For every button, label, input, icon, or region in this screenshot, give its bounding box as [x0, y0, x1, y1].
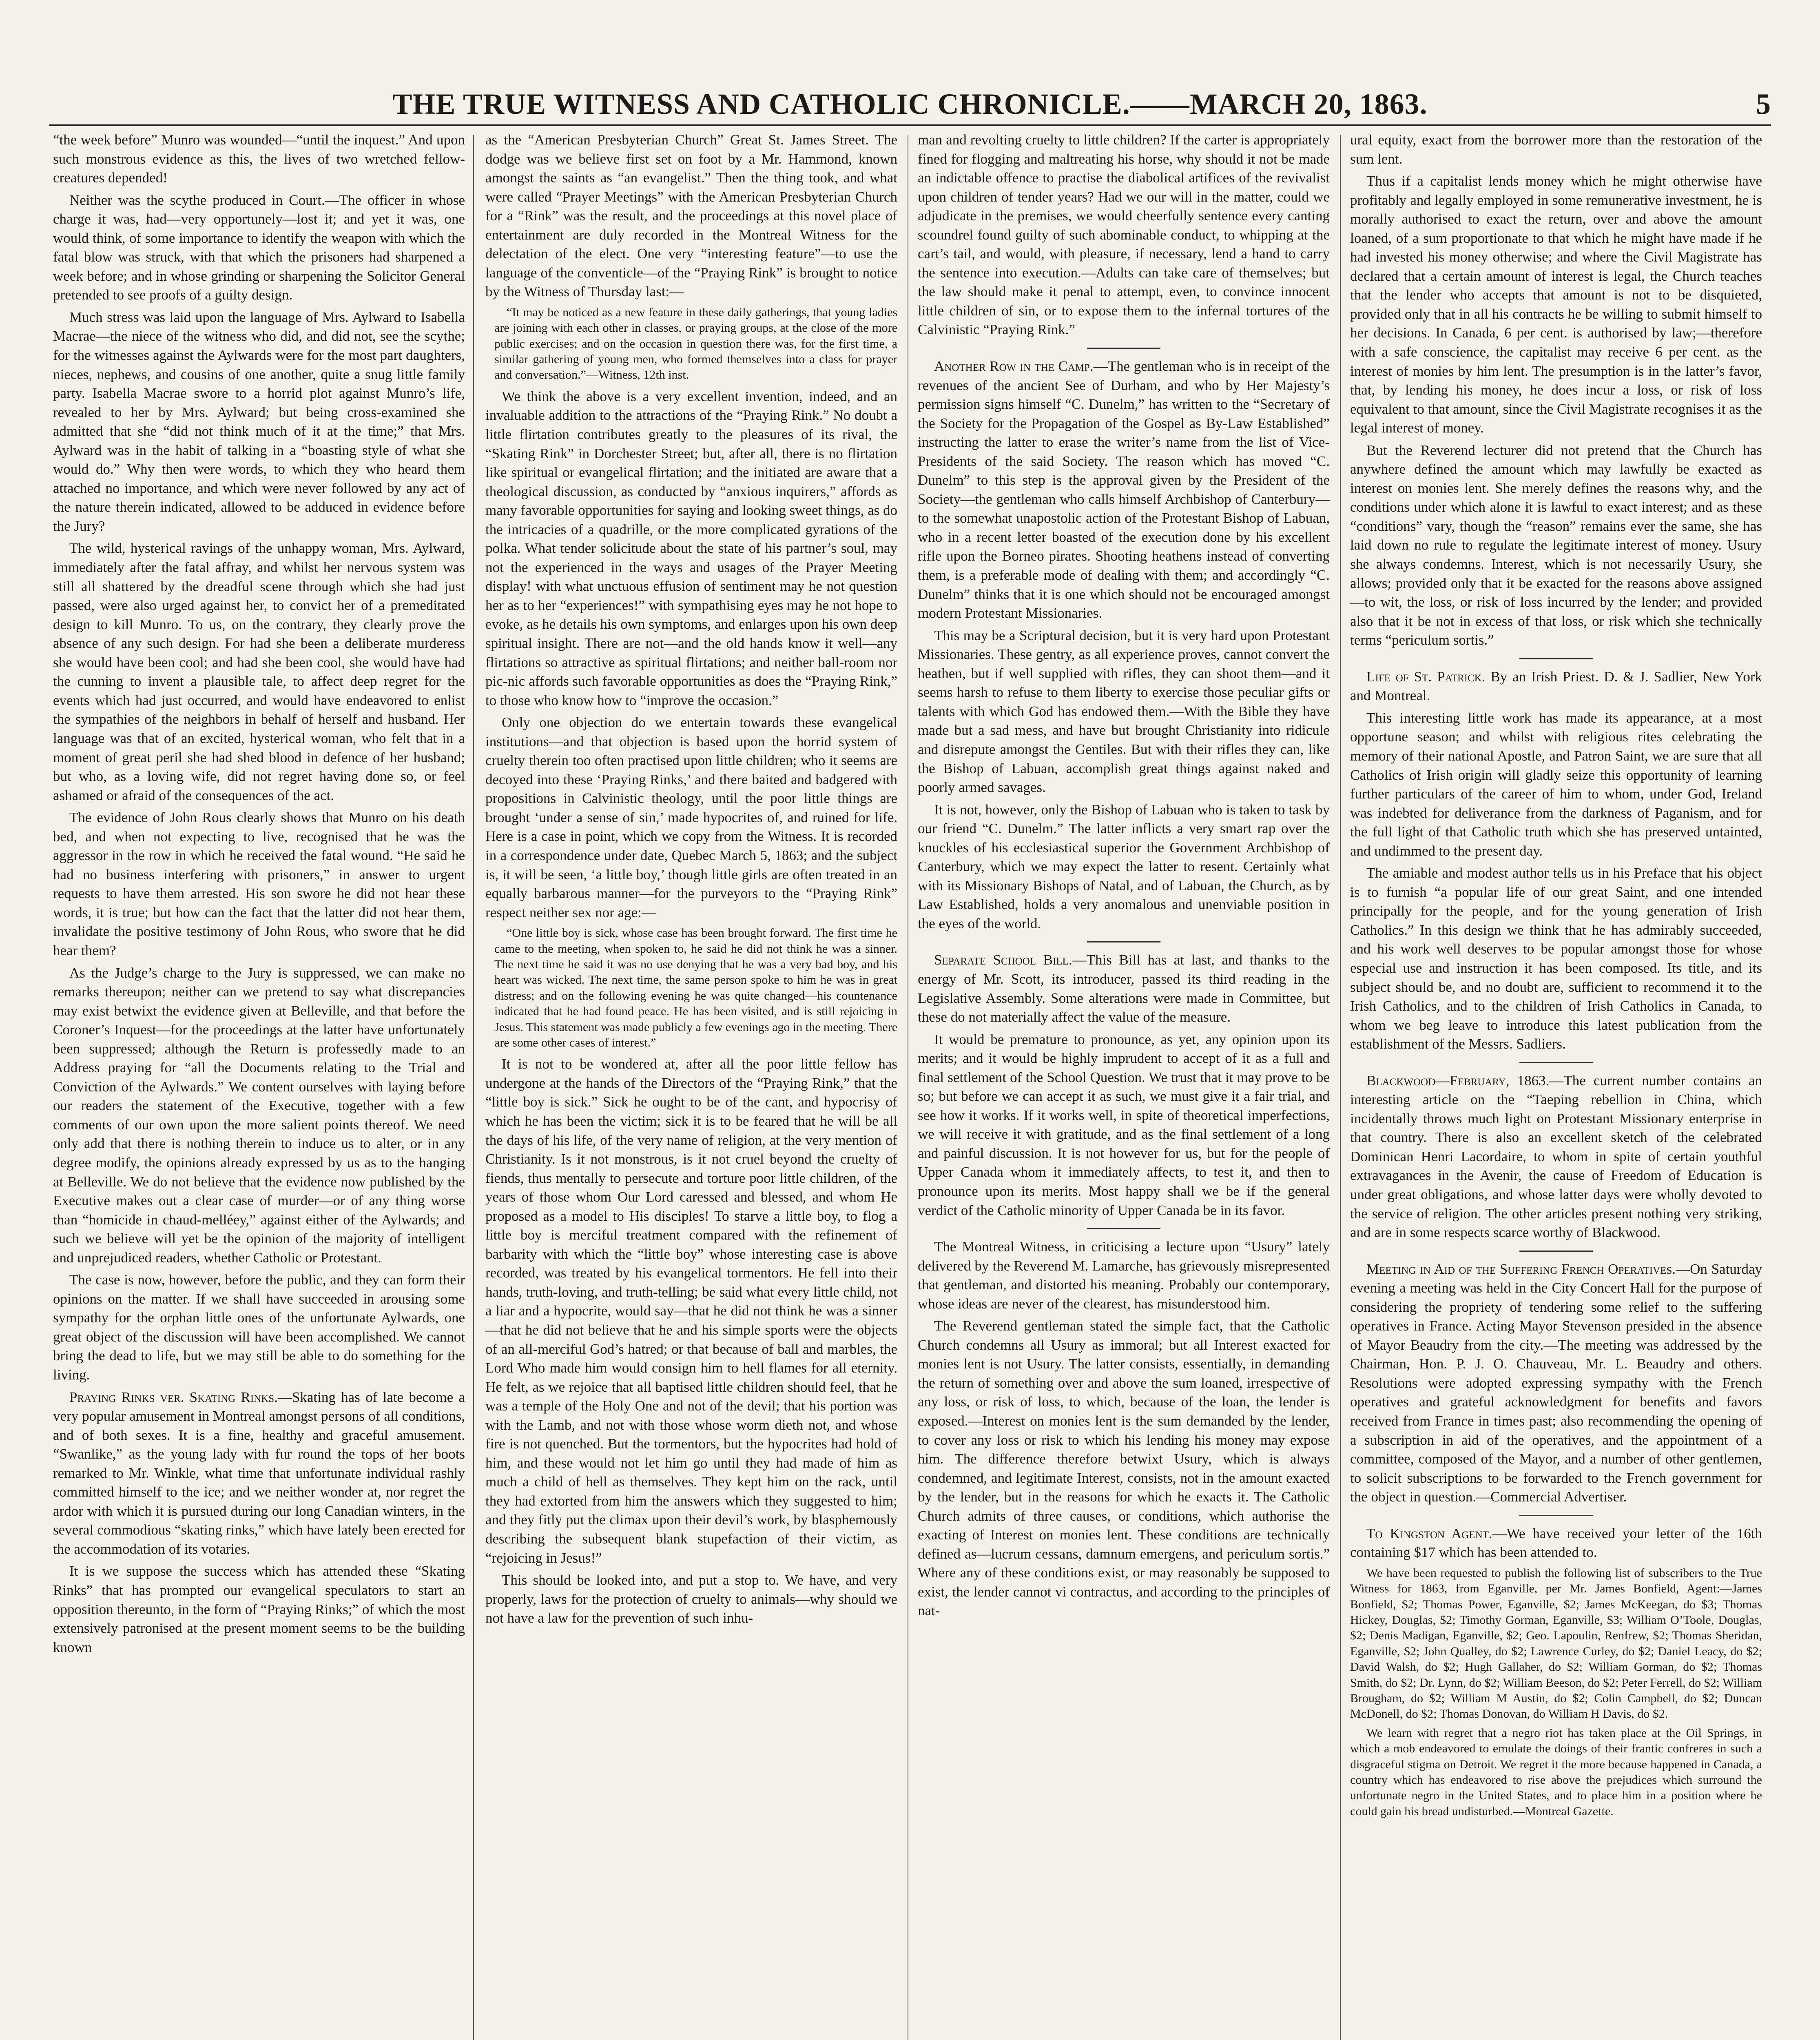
article-text: Neither was the scythe produced in Court.—The officer in whose charge it was, had—very opportunely—lost it; and yet it was, one would think, of some importance to identify the weapon with which the fatal blow was struck, with that which the prisoners had sharpened a week before; and in whose grinding or sharpening the Solicitor General pretended to see proofs of a guilty design.	[53, 192, 465, 303]
article-text: —The gentleman who is in receipt of the revenues of the ancient See of Durham, and who by Her Majesty’s permission signs himself “C. Dunelm,” has written to the “Secretary of the Society for the Propagation of the Gospel as By-Law Established” instructing the latter to erase the writer’s name from the list of Vice-Presidents of the said Society. The reason which has moved “C. Dunelm” to this step is the approval given by the President of the Society—the gentleman who calls himself Archbishop of Canterbury—to the somewhat unapostolic action of the Protestant Bishop of Labuan, who in a recent letter boasted of the execution done by his excellent rifle upon the Borneo pirates. Shooting heathens instead of converting them, is a preferable mode of dealing with them; and accordingly “C. Dunelm” thinks that it is one which should not be encouraged amongst modern Protestant Missionaries.	[918, 358, 1330, 621]
article-text: The Reverend gentleman stated the simple fact, that the Catholic Church condemns all Usury as immoral; but all Interest exacted for monies lent is not Usury. The latter consists, essentially, in demanding the return of something over and above the sum loaned, irrespective of any loss, or risk of loss, to which, because of the loan, the lender is exposed.—Interest on monies lent is the sum demanded by the lender, to cover any loss or risk to which his lending his money may expose him. The difference therefore betwixt Usury, which is always condemned, and legitimate Interest, consists, not in the amount exacted by the lender, but in the reasons for which he exacts it. The Catholic Church admits of three causes, or conditions, which authorise the exacting of Interest on monies lent. These conditions are technically defined as—lucrum cessans, damnum emergens, and periculum sortis.” Where any of these conditions exist, or may reasonably be supposed to exist, the lender cannot vi contractus, and according to the principles of nat-	[918, 1318, 1330, 1619]
article-text: As the Judge’s charge to the Jury is suppressed, we can make no remarks thereupon; neither can we pretend to say what discrepancies may exist betwixt the evidence given at Belleville, and that before the Coroner’s Inquest—for the proceedings at the latter have unfortunately been suppressed; although the Return is professedly made to an Address praying for “all the Documents relating to the Trial and Conviction of the Aylwards.” We content ourselves with laying before our readers the statement of the Executive, together with a few comments of our own upon the more salient points thereof. We need only add that there is nothing therein to induce us to alter, or in any degree modify, the opinions already expressed by us as to the hanging at Belleville. We do not believe that the evidence now published by the Executive makes out a clear case of murder—or of any thing worse than “homicide in chaud-melléey,” against either of the Aylwards; and such we believe will yet be the opinion of the majority of intelligent and unprejudiced readers, whether Catholic or Protestant.	[53, 965, 465, 1266]
masthead-title: THE TRUE WITNESS AND CATHOLIC CHRONICLE.——MARCH 20, 1863.	[392, 87, 1428, 120]
subscriber-list: We have been requested to publish the following list of subscribers to the True Witness for 1863, from Eganville, per Mr. James Bonfield, Agent:—James Bonfield, $2; Thomas Power, Eganville, $2; James McKeegan, do $3; Thomas Hickey, Douglas, $2; Timothy Gorman, Eganville, $3; William O’Toole, Douglas, $2; Denis Madigan, Eganville, $2; Geo. Lapoulin, Renfrew, $2; Thomas Sheridan, Eganville, $2; John Qualley, do $2; Lawrence Curley, do $2; Daniel Leacy, do $2; David Walsh, do $2; Hugh Gallaher, do $2; William Gorman, do $2; Thomas Smith, do $2; Dr. Lynn, do $2; William Beeson, do $2; Peter Ferrell, do $2; William Brougham, do $2; William M Austin, do $2; Colin Campbell, do $2; Duncan McDonell, do $2; Thomas Donovan, do William H Davis, do $2.	[1350, 1566, 1762, 1721]
article-heading: Separate School Bill.	[934, 952, 1072, 968]
article-text: —The current number contains an interesting article on the “Taeping rebellion in China, which incidentally throws much light on Protestant Missionary enterprise in that country. There is also an excellent sketch of the celebrated Dominican Henri Lacordaire, to whom in spite of certain youthful extravagances in the Avenir, the cause of Freedom of Education is under great obligations, and whose latter days were wholly devoted to the service of religion. The other articles present nothing very striking, and are in some respects scarce worthy of Blackwood.	[1350, 1072, 1762, 1241]
article-paragraph	[918, 357, 1330, 623]
article-text: Much stress was laid upon the language of Mrs. Aylward to Isabella Macrae—the niece of the witness who did, and did not, see the scythe; for the witnesses against the Aylwards were for the most part daughters, nieces, nephews, and cousins of one another, quite a snug little family party. Isabella Macrae swore to a horrid plot against Munro’s life, revealed to her by Mrs. Aylward; but being cross-examined she admitted that she “did not think much of it at the time;” that Mrs. Aylward was in the habit of talking in a “boasting style of what she would do.” Why then were words, to which they who heard them attached no importance, and which were never followed by any act of the nature therein indicated, allowed to be adduced in evidence before the Jury?	[53, 309, 465, 534]
column-rule	[1340, 135, 1341, 2040]
article-text: This may be a Scriptural decision, but it is very hard upon Protestant Missionaries. These gentry, as all experience proves, cannot convert the heathen, but if well supplied with rifles, they can shoot them—and it seems harsh to refuse to them liberty to exercise those peculiar gifts or talents with which God has endowed them.—With the Bible they have made but a sad mess, and have but brought Christianity into ridicule and disrepute amongst the Gentiles. But with their rifles they can, like the Bishop of Labuan, accomplish great things against naked and poorly armed savages.	[918, 627, 1330, 796]
article-text: as the “American Presbyterian Church” Great St. James Street. The dodge was we believe first set on foot by a Mr. Hammond, known amongst the saints as “an evangelist.” Then the thing took, and what were called “Prayer Meetings” with the American Presbyterian Church for a “Rink” was the result, and the proceedings at this novel place of entertainment are duly recorded in the Montreal Witness for the delectation of the elect. One very “interesting feature”—to use the language of the conventicle—of the “Praying Rink” is brought to notice by the Witness of Thursday last:—	[485, 132, 897, 300]
masthead-rule	[49, 124, 1771, 126]
article-text: It is we suppose the success which has attended these “Skating Rinks” that has prompted our evangelical speculators to start an opposition thereunto, in the form of “Praying Rinks;” of which the most extensively patronised at the present moment seems to be the building known	[53, 1563, 465, 1655]
masthead	[49, 86, 1771, 122]
article-paragraph	[1350, 667, 1762, 705]
article-paragraph	[918, 951, 1330, 1027]
section-rule	[1087, 941, 1160, 942]
article-text: Only one objection do we entertain towards these evangelical institutions—and that objection is based upon the horrid system of cruelty therein too often practised upon little children; who it seems are decoyed into these ‘Praying Rinks,’ and there baited and badgered with propositions in Calvinistic theology, until the poor little things are brought ‘under a sense of sin,’ made hypocrites of, and ruined for life. Here is a case in point, which we copy from the Witness. It is recorded in a correspondence under date, Quebec March 5, 1863; and the subject is, it will be seen, ‘a little boy,’ though little girls are often treated in an equally barbarous manner—for the purveyors to the “Praying Rink” respect neither sex nor age:—	[485, 714, 897, 920]
article-heading: Meeting in Aid of the Suffering French Operatives.	[1366, 1261, 1676, 1277]
section-rule	[1519, 658, 1593, 659]
article-text: This should be looked into, and put a stop to. We have, and very properly, laws for the protection of cruelty to animals—why should we not have a law for the prevention of such inhu-	[485, 1572, 897, 1626]
article-text: “the week before” Munro was wounded—“until the inquest.” And upon such monstrous evidence as this, the lives of two wretched fellow-creatures depended!	[53, 132, 465, 186]
article-text: Thus if a capitalist lends money which he might otherwise have profitably and legally employed in some remunerative investment, he is morally authorised to exact the return, over and above the amount loaned, of a sum proportionate to that which he might have made if he had invested his money otherwise; and where the Civil Magistrate has declared that a certain amount of interest is legal, the Church teaches that the lender who accepts that amount is not to be disquieted, provided only that in all his contracts he be willing to submit himself to her decisions. In Canada, 6 per cent. is authorised by law;—therefore with a safe conscience, the capitalist may receive 6 per cent. as the interest of monies by him lent. The presumption is in the latter’s favor, that, by lending his money, he does incur a loss, or risk of loss equivalent to that amount, since the Civil Magistrate recognises it as the legal interest of money.	[1350, 173, 1762, 436]
article-text: —We have received your letter of the 16th containing $17 which has been attended to.	[1350, 1525, 1762, 1561]
article-text: —This Bill has at last, and thanks to the energy of Mr. Scott, its introducer, passed its third reading in the Legislative Assembly. Some alterations were made in Committee, but these do not materially affect the value of the measure.	[918, 952, 1330, 1025]
article-text: We learn with regret that a negro riot has taken place at the Oil Springs, in which a mob endeavored to emulate the doings of their frantic confreres in such a disgraceful stigma on Detroit. We regret it the more because happened in Canada, a country which has endeavored to rise above the prejudices which surround the unfortunate negro in the United States, and to place him in a position where he could gain his bread undisturbed.—Montreal Gazette.	[1350, 1726, 1762, 1818]
page-number: 5	[1756, 87, 1771, 120]
article-heading: Blackwood—February, 1863.	[1366, 1072, 1550, 1089]
article-heading: Life of St. Patrick.	[1366, 668, 1486, 685]
article-text: But the Reverend lecturer did not pretend that the Church has anywhere defined the amount which may lawfully be exacted as interest on monies lent. She merely defines the reasons why, and the conditions under which alone it is lawful to exact interest; and as these “conditions” vary, though the “reason” remains ever the same, she has laid down no rule to regulate the legitimate interest of money. Usury she always condemns. Interest, which is not necessarily Usury, she allows; provided only that it be exacted for the reasons above assigned—to wit, the loss, or risk of loss incurred by the lender; and provided also that it be not in excess of that loss, or risk which she technically terms “periculum sortis.”	[1350, 442, 1762, 648]
section-rule	[1519, 1251, 1593, 1252]
article-text: man and revolting cruelty to little children? If the carter is appropriately fined for flogging and maltreating his horse, why should it not be made an indictable offence to practise the diabolical artifices of the revivalist upon children of tender years? Had we our will in the matter, could we adjudicate in the premises, we would cheerfully sentence every canting scoundrel found guilty of such abominable conduct, to whipping at the cart’s tail, and would, with pleasure, if necessary, lend a hand to carry the sentence into execution.—Adults can take care of themselves; but the law should make it penal to attempt, even, to convince innocent little children of sin, or to expose them to the infernal tortures of the Calvinistic “Praying Rink.”	[918, 132, 1330, 338]
article-paragraph	[1350, 1524, 1762, 1562]
column-4-content	[1350, 131, 1762, 2040]
article-text: It would be premature to pronounce, as yet, any opinion upon its merits; and it would be highly imprudent to accept of it as a full and final settlement of the School Question. We trust that it may prove to be so; but before we can accept it as such, we must give it a fair trial, and see how it works. If it works well, in spite of theoretical imperfections, we will receive it with gratitude, and as the final settlement of a long and painful discussion. It is not however for us, but for the people of Upper Canada whom it immediately affects, to test it, and then to pronounce upon its merits. Most happy shall we be if the general verdict of the Catholic minority of Upper Canada be in its favor.	[918, 1031, 1330, 1218]
column-rule	[473, 135, 474, 2040]
article-text: We think the above is a very excellent invention, indeed, and an invaluable addition to the attractions of the “Praying Rink.” No doubt a little flirtation contributes greatly to the pleasures of its rival, the “Skating Rink” in Dorchester Street; but, after all, there is no flirtation like spiritual or evangelical flirtation; and the initiated are aware that a theological discussion, as conducted by “anxious inquirers,” affords as many favorable opportunities for saying and looking sweet things, as do the intricacies of a quadrille, or the more complicated gyrations of the polka. What tender solicitude about the state of his partner’s soul, may not the experienced in the ways and usages of the Prayer Meeting display! with what unctuous effusion of sentiment may he not question her as to her “experiences!” with sympathising eyes may he not hope to evoke, as he details his own symptoms, and enlarges upon his own deep spiritual insight. There are not—and the old hands know it well—any flirtations so attractive as spiritual flirtations; and neither ball-room nor pic-nic affords such favorable opportunities as does the “Praying Rink,” to those who know how to “improve the occasion.”	[485, 388, 897, 708]
article-text: The amiable and modest author tells us in his Preface that his object is to furnish “a popular life of our great Saint, and one intended principally for the people, and for the young generation of Irish Catholics.” In this design we think that he has admirably succeeded, and his work well deserves to be popular amongst those for whose especial use and instruction it has been composed. Its title, and its subject should be, and no doubt are, sufficient to recommend it to the Irish Catholics, and to the children of Irish Catholics in Canada, to whom we beg leave to introduce this latest publication from the establishment of the Messrs. Sadliers.	[1350, 865, 1762, 1052]
article-text: The wild, hysterical ravings of the unhappy woman, Mrs. Aylward, immediately after the fatal affray, and whilst her nervous system was still all shattered by the dreadful scene through which she had just passed, were also urged against her, to convict her of a premeditated design to kill Munro. To us, on the contrary, they clearly prove the absence of any such design. For had she been a deliberate murderess she would have been cool; and had she been cool, she would have had the cunning to invent a plausible tale, to affect deep regret for the events which had just occurred, and would have endeavored to enlist the sympathies of the neighbors in behalf of herself and husband. Her language was that of an excited, hysterical woman, who felt that in a moment of great peril she had shed blood in defence of her husband; but who, as a loving wife, did not regret having done so, or feel ashamed or afraid of the consequences of the act.	[53, 540, 465, 803]
quoted-passage: “One little boy is sick, whose case has been brought forward. The first time he came to the meeting, when spoken to, he said he did not think he was a sinner. The next time he said it was no use denying that he was a very bad boy, and his heart was wicked. The next time, the same person spoke to him he was in great distress; and on the following evening he was quite changed—his countenance indicated that he had found peace. He has been visited, and is still rejoicing in Jesus. This statement was made publicly a few evenings ago in the meeting. There are some other cases of interest.”	[494, 926, 897, 1049]
quoted-passage: “It may be noticed as a new feature in these daily gatherings, that young ladies are joining with each other in classes, or praying groups, at the close of the more public exercises; and on the occasion in question there was, for the first time, a similar gathering of young men, who formed themselves into a class for prayer and conversation.”—Witness, 12th inst.	[494, 305, 897, 382]
article-paragraph	[53, 1388, 465, 1559]
article-paragraph	[1350, 1071, 1762, 1242]
article-text: The evidence of John Rous clearly shows that Munro on his death bed, and when not expecting to live, recognised that he was the aggressor in the row in which he received the fatal wound. “He said he had no business interfering with prisoners,” in answer to urgent requests to have them arrested. His son swore he did not hear these words, it is true; but how can the fact that the latter did not hear them, invalidate the positive testimony of John Rous, who swore that he did hear them?	[53, 809, 465, 958]
article-heading: Praying Rinks ver. Skating Rinks.	[69, 1389, 278, 1405]
section-rule	[1519, 1515, 1593, 1516]
article-text: By an Irish Priest. D. & J. Sadlier, New York and Montreal.	[1350, 668, 1762, 704]
column-3	[918, 131, 1330, 2040]
section-rule	[1087, 348, 1160, 349]
article-text: This interesting little work has made its appearance, at a most opportune season; and whilst with religious rites celebrating the memory of their national Apostle, and Patron Saint, we are sure that all Catholics of Irish origin will gladly seize this opportunity of learning further particulars of the career of him to whom, under God, Ireland was indebted for deliverance from the darkness of Paganism, and for the full light of that Catholic truth which she has preserved untainted, and undimmed to the present day.	[1350, 710, 1762, 859]
section-rule	[1087, 1228, 1160, 1229]
section-rule	[1519, 1062, 1593, 1063]
column-2	[485, 131, 897, 2040]
column-1	[53, 131, 465, 2040]
article-text: It is not, however, only the Bishop of Labuan who is taken to task by our friend “C. Dunelm.” The latter inflicts a very smart rap over the knuckles of his ecclesiastical superior the Government Archbishop of Canterbury, which we may expect the latter to resent. Certainly what with its Missionary Bishops of Natal, and of Labuan, the Church, as by Law Established, holds a very anomalous and unenviable position in the eyes of the world.	[918, 801, 1330, 931]
article-text: —On Saturday evening a meeting was held in the City Concert Hall for the purpose of considering the propriety of tendering some relief to the suffering operatives in France. Acting Mayor Stevenson presided in the absence of Mayor Beaudry from the city.—The meeting was addressed by the Chairman, Hon. P. J. O. Chauveau, Mr. L. Beaudry and others. Resolutions were adopted expressing sympathy with the French operatives and grateful acknowledgment for benefits and favors received from France in times past; also recommending the opening of a subscription in aid of the operatives, and the appointment of a committee, composed of the Mayor, and a number of other gentlemen, to solicit subscriptions to be forwarded to the French government for the object in question.—Commercial Advertiser.	[1350, 1261, 1762, 1505]
article-heading: To Kingston Agent.	[1366, 1525, 1492, 1541]
article-heading: Another Row in the Camp.	[934, 358, 1094, 375]
article-text: The case is now, however, before the public, and they can form their opinions on the matter. If we shall have succeeded in arousing some sympathy for the orphan little ones of the unfortunate Aylwards, one great object of the discussion will have been accomplished. We cannot bring the dead to life, but we may still be able to do something for the living.	[53, 1272, 465, 1383]
article-text: The Montreal Witness, in criticising a lecture upon “Usury” lately delivered by the Reverend M. Lamarche, has grievously misrepresented that gentleman, and distorted his meaning. Probably our contemporary, whose ideas are never of the clearest, has misunderstood him.	[918, 1239, 1330, 1312]
article-paragraph	[1350, 1260, 1762, 1507]
article-text: —Skating has of late become a very popular amusement in Montreal amongst persons of all conditions, and of both sexes. It is a fine, healthy and graceful amusement. “Swanlike,” as the young lady with fur round the tops of her boots remarked to Mr. Winkle, what time that unfortunate individual rashly committed himself to the ice; and we neither wonder at, nor regret the ardor with which it is pursued during our long Canadian winters, in the several commodious “skating rinks,” which have lately been erected for the accommodation of its votaries.	[53, 1389, 465, 1557]
article-text: ural equity, exact from the borrower more than the restoration of the sum lent.	[1350, 132, 1762, 167]
article-text: It is not to be wondered at, after all the poor little fellow has undergone at the hands of the Directors of the “Praying Rink,” that the “little boy is sick.” Sick he ought to be of the cant, and hypocrisy of which he has been the victim; sick it is to be feared that he will be all the days of his life, of the very name of religion, at the very mention of Christianity. Is it not monstrous, is it not cruel beyond the cruelty of fiends, thus mentally to persecute and torture poor little children, of the years of those whom Our Lord caressed and blessed, and whom He proposed as a model to His disciples! To starve a little boy, to flog a little boy is merciful treatment compared with the refinement of barbarity with which the “little boy” whose interesting case is above recorded, was treated by his evangelical tormentors. He fell into their hands, truth-loving, and truth-telling; be said what every little child, not a liar and a hypocrite, would say—that he did not think he was a sinner—that he did not believe that he and his simple sports were the objects of an all-merciful God’s hatred; or that because of ball and marbles, the Lord Who made him would consign him to hell flames for all eternity. He felt, as we rejoice that all baptised little children should feel, that he was a temple of the Holy One and not of the devil; that his portion was with the Lamb, and not with those whose worm dieth not, and whose fire is not quenched. But the tormentors, but the hypocrites had hold of him, and these would not let him go until they had made of him as much a child of hell as themselves. They kept him on the rack, until they had extorted from him the answers which they suggested to him; and they fitly put the climax upon their devil’s work, by blasphemously describing the subsequent blank stupefaction of their victim, as “rejoicing in Jesus!”	[485, 1056, 897, 1566]
